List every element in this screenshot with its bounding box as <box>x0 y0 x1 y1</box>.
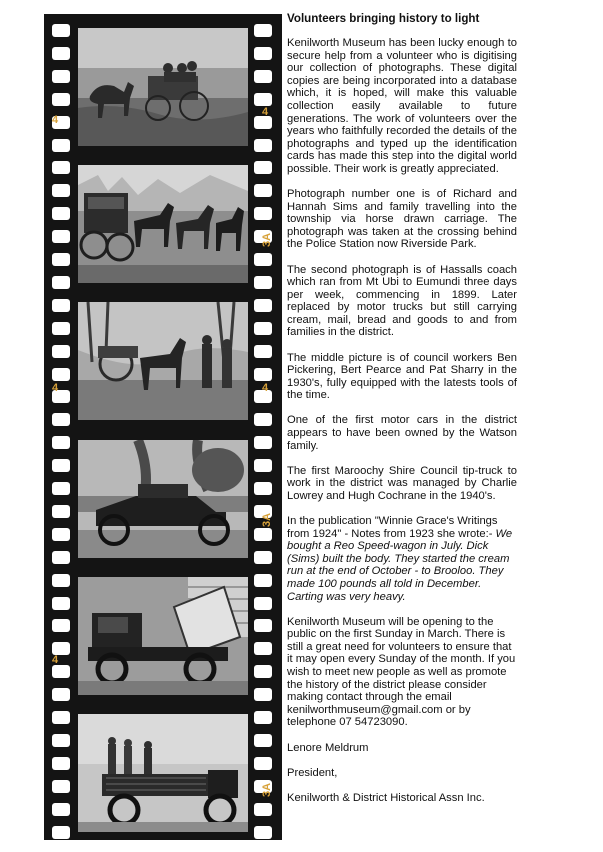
photo-early-motor-car <box>78 440 248 558</box>
sprocket-hole <box>254 47 272 60</box>
sprocket-hole <box>52 70 70 83</box>
sprocket-hole <box>254 734 272 747</box>
sprocket-hole <box>52 253 70 266</box>
sprocket-hole <box>254 24 272 37</box>
sprocket-hole <box>52 184 70 197</box>
sprocket-hole <box>254 528 272 541</box>
sprocket-hole <box>52 459 70 472</box>
sprocket-hole <box>254 139 272 152</box>
sprocket-hole <box>254 551 272 564</box>
film-edge-mark: 4 <box>52 654 59 666</box>
sprocket-hole <box>254 184 272 197</box>
article-title: Volunteers bringing history to light <box>287 12 480 25</box>
sprocket-hole <box>52 734 70 747</box>
sprocket-hole <box>52 688 70 701</box>
sprocket-hole <box>254 757 272 770</box>
signature-name: Lenore Meldrum <box>287 741 369 754</box>
sprocket-hole <box>254 299 272 312</box>
sprocket-hole <box>254 665 272 678</box>
sprocket-hole <box>254 711 272 724</box>
sprocket-hole <box>52 161 70 174</box>
article-paragraph: One of the first motor cars in the district appears to have been owned by the Watson family. <box>287 414 517 452</box>
article <box>287 12 517 817</box>
film-edge-mark: 4 <box>262 106 269 118</box>
film-edge-mark: 3A <box>261 512 274 528</box>
sprocket-hole <box>52 345 70 358</box>
sprocket-hole <box>52 482 70 495</box>
sprocket-hole <box>52 24 70 37</box>
publication-quote: We bought a Reo Speed-wagon in July. Dick (Sims) built the body. They started the cream run at the end of October - to Brooloo. They made 100 pounds all told in December. Carting was very heavy. <box>287 527 513 603</box>
sprocket-hole <box>254 482 272 495</box>
sprocket-hole <box>254 413 272 426</box>
publication-paragraph <box>287 515 517 603</box>
sprocket-hole <box>254 253 272 266</box>
sprocket-hole <box>254 688 272 701</box>
film-sprocket-holes-left <box>52 14 72 840</box>
sprocket-hole <box>52 665 70 678</box>
film-edge-mark: 3A <box>261 782 274 798</box>
sprocket-hole <box>52 597 70 610</box>
sprocket-hole <box>52 299 70 312</box>
article-paragraph: The first Maroochy Shire Council tip-truck to work in the district was managed by Charlie Lowrey and Hugh Cochrane in the 1940's. <box>287 464 517 502</box>
sprocket-hole <box>52 505 70 518</box>
film-edge-mark: 4 <box>52 114 59 126</box>
sprocket-hole <box>254 436 272 449</box>
article-paragraph: The middle picture is of council workers Ben Pickering, Bert Pearce and Pat Sharry in the 1930's, fully equipped with the latests tools of the time. <box>287 351 517 402</box>
sprocket-hole <box>254 642 272 655</box>
sprocket-hole <box>52 574 70 587</box>
sprocket-hole <box>52 528 70 541</box>
sprocket-hole <box>254 70 272 83</box>
sprocket-hole <box>254 207 272 220</box>
sprocket-hole <box>254 459 272 472</box>
sprocket-hole <box>52 322 70 335</box>
photo-hassalls-coach <box>78 165 248 283</box>
film-edge-mark: 3A <box>261 232 274 248</box>
article-paragraph: The second photograph is of Hassalls coach which ran from Mt Ubi to Eumundi three days per week, commencing in 1899. Later replaced by motor trucks but still carrying cream, mail, bread and goods to and from families in the district. <box>287 263 517 339</box>
photo-horse-drawn-carriage <box>78 28 248 146</box>
sprocket-hole <box>52 230 70 243</box>
sprocket-hole <box>254 368 272 381</box>
sprocket-hole <box>254 826 272 839</box>
sprocket-hole <box>52 780 70 793</box>
sprocket-hole <box>52 619 70 632</box>
sprocket-hole <box>52 413 70 426</box>
photo-reo-speed-wagon <box>78 714 248 832</box>
signature-org: Kenilworth & District Historical Assn Inc. <box>287 791 485 804</box>
sprocket-hole <box>52 803 70 816</box>
sprocket-hole <box>254 574 272 587</box>
sprocket-hole <box>52 826 70 839</box>
film-strip <box>44 14 282 840</box>
film-edge-mark: 4 <box>262 382 269 394</box>
sprocket-hole <box>52 276 70 289</box>
sprocket-hole <box>254 322 272 335</box>
sprocket-hole <box>52 368 70 381</box>
sprocket-hole <box>52 139 70 152</box>
publication-intro: In the publication "Winnie Grace's Writings from 1924" - Notes from 1923 she wrote:- <box>287 515 498 540</box>
sprocket-hole <box>254 803 272 816</box>
article-paragraph: Photograph number one is of Richard and Hannah Sims and family travelling into the township via horse drawn carriage. The photograph was taken at the crossing behind the Police Station now Riverside Park. <box>287 188 517 251</box>
sprocket-hole <box>52 757 70 770</box>
photo-council-workers <box>78 302 248 420</box>
sprocket-hole <box>52 436 70 449</box>
closing-paragraph: Kenilworth Museum will be opening to the public on the first Sunday in March. There is still a great need for volunteers to ensure that it may open every Sunday of the month. If you wish to meet new people as well as promote the history of the district please consider making contact through the email kenilworthmuseum@gmail.com or by telephone 07 54723090. <box>287 615 516 729</box>
sprocket-hole <box>52 93 70 106</box>
sprocket-hole <box>254 93 272 106</box>
sprocket-hole <box>254 161 272 174</box>
signature-role: President, <box>287 766 338 779</box>
sprocket-hole <box>254 345 272 358</box>
sprocket-hole <box>254 276 272 289</box>
sprocket-hole <box>52 207 70 220</box>
sprocket-hole <box>52 711 70 724</box>
sprocket-hole <box>52 551 70 564</box>
sprocket-hole <box>52 47 70 60</box>
photo-council-tip-truck <box>78 577 248 695</box>
sprocket-hole <box>254 597 272 610</box>
film-edge-mark: 4 <box>52 382 59 394</box>
sprocket-hole <box>254 619 272 632</box>
film-sprocket-holes-right <box>254 14 274 840</box>
article-paragraph: Kenilworth Museum has been lucky enough to secure help from a volunteer who is digitising our collection of photographs. These digital copies are being incorporated into a database which, it is hoped, will make this valuable collection easily available to future generations. The work of volunteers over the years who faithfully recorded the details of the photographs and typed up the identification cards has made this step into the digital world possible. Their work is greatly appreciated. <box>287 37 517 175</box>
